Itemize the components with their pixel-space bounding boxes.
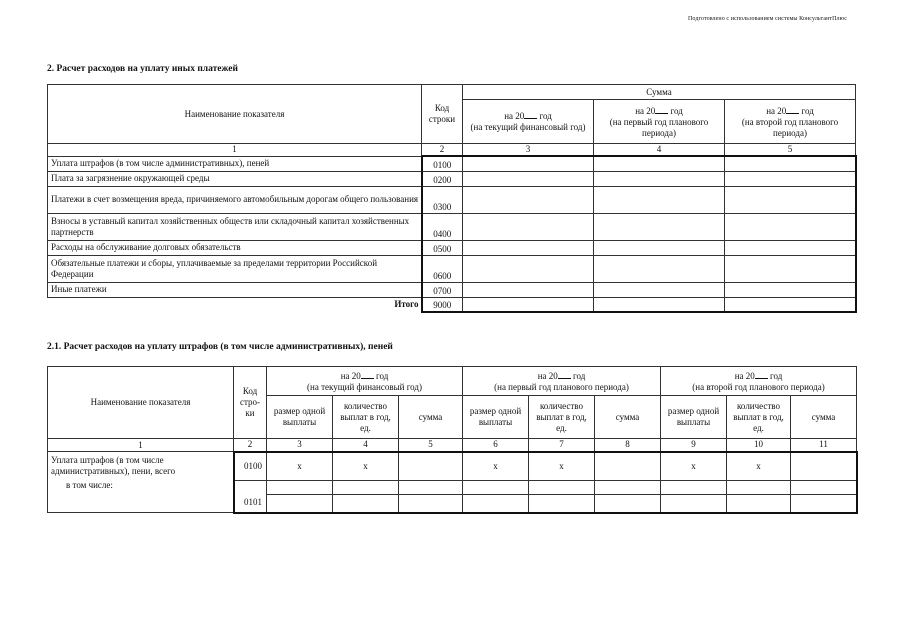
row-name: Плата за загрязнение окружающей среды: [48, 171, 422, 186]
col-number: 7: [529, 439, 595, 452]
sum-cell[interactable]: [463, 186, 594, 213]
row-name: Расходы на обслуживание долговых обязательств: [48, 240, 422, 255]
row-code: 0101: [234, 494, 267, 513]
sum-cell[interactable]: [399, 452, 463, 481]
value-cell[interactable]: [595, 494, 661, 513]
value-cell[interactable]: [399, 494, 463, 513]
year-blank: [524, 110, 537, 119]
row-code: 0400: [422, 213, 463, 240]
year-description: (на первый год планового периода): [494, 381, 629, 392]
x-mark: x: [727, 452, 791, 481]
col-number: 10: [727, 439, 791, 452]
row-name: Взносы в уставный капитал хозяйственных обществ или складочный капитал хозяйственных партнерств: [48, 213, 422, 240]
sub-header-sum: сумма: [595, 396, 661, 439]
row-name: Уплата штрафов (в том числе административных), пеней: [48, 156, 422, 171]
year-description: (на текущий финансовый год): [470, 122, 586, 133]
sub-header-sum: сумма: [791, 396, 857, 439]
year-description: (на текущий финансовый год): [307, 381, 422, 392]
row-name: Уплата штрафов (в том числе административных), пени, всего: [48, 452, 234, 481]
year-blank: [786, 105, 799, 114]
sum-cell[interactable]: [463, 297, 594, 312]
sum-cell[interactable]: [463, 255, 594, 282]
sum-cell[interactable]: [463, 240, 594, 255]
row-label-including: в том числе:: [48, 480, 234, 494]
sum-cell[interactable]: [725, 171, 856, 186]
value-cell[interactable]: [727, 480, 791, 494]
table-row: [48, 156, 856, 171]
value-cell[interactable]: [529, 480, 595, 494]
col-number: 2: [234, 439, 267, 452]
total-code: 9000: [422, 297, 463, 312]
value-cell[interactable]: [267, 494, 333, 513]
table-row: [48, 452, 857, 481]
sub-header-payment-count: количество выплат в год, ед.: [529, 396, 595, 439]
year-prefix: на 20: [766, 105, 787, 116]
x-mark: x: [463, 452, 529, 481]
x-mark: x: [529, 452, 595, 481]
year-prefix: на 20: [504, 111, 525, 122]
col-number: 1: [48, 439, 234, 452]
year-suffix: год: [573, 370, 586, 381]
year-suffix: год: [770, 370, 783, 381]
sum-cell[interactable]: [463, 213, 594, 240]
col-number: 5: [725, 144, 856, 157]
col-header-code: Код строки: [422, 85, 463, 144]
sum-cell[interactable]: [725, 282, 856, 297]
value-cell[interactable]: [333, 480, 399, 494]
sum-cell[interactable]: [594, 282, 725, 297]
row-code: 0700: [422, 282, 463, 297]
row-code: 0100: [234, 452, 267, 481]
col-header-code: Код стро- ки: [234, 367, 267, 439]
value-cell[interactable]: [267, 480, 333, 494]
sum-cell[interactable]: [594, 297, 725, 312]
col-header-sum: Сумма: [463, 85, 856, 100]
sum-cell[interactable]: [463, 282, 594, 297]
year-suffix: год: [670, 105, 683, 116]
table-row: [48, 255, 856, 282]
year-prefix: на 20: [537, 370, 558, 381]
row-code: 0600: [422, 255, 463, 282]
col-header-year-first-plan: [594, 100, 725, 144]
table-row: [48, 494, 857, 513]
sum-cell[interactable]: [595, 452, 661, 481]
row-name: Обязательные платежи и сборы, уплачиваемые за пределами территории Российской Федерации: [48, 255, 422, 282]
value-cell[interactable]: [661, 494, 727, 513]
sum-cell[interactable]: [725, 186, 856, 213]
value-cell[interactable]: [661, 480, 727, 494]
year-prefix: на 20: [635, 105, 656, 116]
col-number: 4: [594, 144, 725, 157]
value-cell[interactable]: [529, 494, 595, 513]
col-header-name: Наименование показателя: [48, 85, 422, 144]
table-row: [48, 480, 857, 494]
sub-header-payment-count: количество выплат в год, ед.: [727, 396, 791, 439]
year-suffix: год: [539, 111, 552, 122]
table-row: [48, 186, 856, 213]
col-number: 6: [463, 439, 529, 452]
sub-header-payment-size: размер одной выплаты: [463, 396, 529, 439]
col-number: 9: [661, 439, 727, 452]
group-header-current: [267, 367, 463, 396]
sum-cell[interactable]: [594, 171, 725, 186]
sub-header-payment-size: размер одной выплаты: [267, 396, 333, 439]
section-title-2: 2. Расчет расходов на уплату иных платежей: [47, 64, 238, 74]
row-code: 0300: [422, 186, 463, 213]
value-cell[interactable]: [791, 480, 857, 494]
total-label: Итого: [48, 297, 422, 312]
x-mark: x: [267, 452, 333, 481]
col-number: 8: [595, 439, 661, 452]
col-number: 5: [399, 439, 463, 452]
sum-cell[interactable]: [594, 255, 725, 282]
sum-cell[interactable]: [791, 452, 857, 481]
sum-cell[interactable]: [594, 186, 725, 213]
sum-cell[interactable]: [725, 297, 856, 312]
year-blank: [755, 370, 768, 379]
fines-table: [47, 366, 858, 514]
year-description: (на второй год планового периода): [741, 116, 839, 138]
col-number: 2: [422, 144, 463, 157]
header-note: Подготовлено с использованием системы КонсультантПлюс: [688, 16, 847, 22]
value-cell[interactable]: [333, 494, 399, 513]
sum-cell[interactable]: [594, 213, 725, 240]
sum-cell[interactable]: [725, 240, 856, 255]
year-blank: [655, 105, 668, 114]
x-mark: x: [333, 452, 399, 481]
value-cell[interactable]: [399, 480, 463, 494]
row-name: Платежи в счет возмещения вреда, причиняемого автомобильным дорогам общего пользования: [48, 186, 422, 213]
table-row: [48, 171, 856, 186]
value-cell[interactable]: [463, 480, 529, 494]
x-mark: x: [661, 452, 727, 481]
sum-cell[interactable]: [725, 213, 856, 240]
row-code: 0200: [422, 171, 463, 186]
table-row: [48, 240, 856, 255]
row-name: Иные платежи: [48, 282, 422, 297]
group-header-first-plan: [463, 367, 661, 396]
group-header-second-plan: [661, 367, 857, 396]
year-prefix: на 20: [340, 370, 361, 381]
sum-cell[interactable]: [725, 156, 856, 171]
sum-cell[interactable]: [594, 240, 725, 255]
year-description: (на первый год планового периода): [609, 116, 709, 138]
other-payments-table: [47, 84, 857, 313]
value-cell[interactable]: [595, 480, 661, 494]
sub-header-sum: сумма: [399, 396, 463, 439]
sub-header-payment-size: размер одной выплаты: [661, 396, 727, 439]
col-number: 1: [48, 144, 422, 157]
year-blank: [558, 370, 571, 379]
col-number: 11: [791, 439, 857, 452]
year-prefix: на 20: [734, 370, 755, 381]
value-cell[interactable]: [727, 494, 791, 513]
row-code: 0500: [422, 240, 463, 255]
code-cell: [234, 480, 267, 494]
sum-cell[interactable]: [463, 156, 594, 171]
col-number: 3: [463, 144, 594, 157]
value-cell[interactable]: [791, 494, 857, 513]
sum-cell[interactable]: [594, 156, 725, 171]
col-header-year-current: [463, 100, 594, 144]
table-row: [48, 213, 856, 240]
year-suffix: год: [376, 370, 389, 381]
sub-header-payment-count: количество выплат в год, ед.: [333, 396, 399, 439]
col-number: 3: [267, 439, 333, 452]
total-row: [48, 297, 856, 312]
sum-cell[interactable]: [725, 255, 856, 282]
year-description: (на второй год планового периода): [692, 381, 825, 392]
row-name: [48, 494, 234, 513]
year-blank: [361, 370, 374, 379]
table-row: [48, 282, 856, 297]
col-header-name: Наименование показателя: [48, 367, 234, 439]
row-code: 0100: [422, 156, 463, 171]
year-suffix: год: [801, 105, 814, 116]
col-number: 4: [333, 439, 399, 452]
value-cell[interactable]: [463, 494, 529, 513]
sum-cell[interactable]: [463, 171, 594, 186]
section-title-2-1: 2.1. Расчет расходов на уплату штрафов (в том числе административных), пеней: [47, 342, 393, 352]
col-header-year-second-plan: [725, 100, 856, 144]
